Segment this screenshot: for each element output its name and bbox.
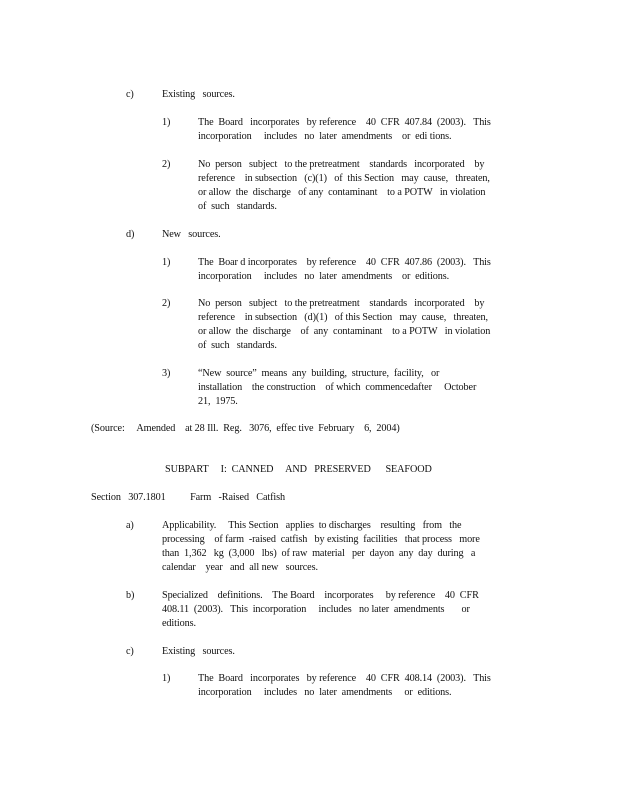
subitem-d3-line-2: installation the construction of which commencedafter October [198,382,477,393]
item-heading-existing-sources-second: Existing sources. [162,646,235,657]
subpart-heading: SUBPART I: CANNED AND PRESERVED SEAFOOD [165,464,432,475]
subitem-number-d2: 2) [162,298,171,309]
applicability-line-2: processing of farm -raised catfish by existing facilities that process more [162,534,480,545]
definitions-line-3: editions. [162,618,196,629]
item-heading-existing-sources: Existing sources. [162,89,235,100]
subitem-d1-line-2: incorporation includes no later amendments or editions. [198,271,450,282]
applicability-line-3: than 1,362 kg (3,000 lbs) of raw material per dayon any day during a [162,548,476,559]
subitem-sc1-line-2: incorporation includes no later amendments or editions. [198,687,452,698]
subitem-d1-line-1: The Boar d incorporates by reference 40 CFR 407.86 (2003). This [198,257,491,268]
subitem-c1-line-2: incorporation includes no later amendments or edi tions. [198,131,452,142]
subitem-c2-line-4: of such standards. [198,201,277,212]
item-label-c-second: c) [126,646,134,657]
subitem-d3-line-3: 21, 1975. [198,396,238,407]
subitem-c2-line-2: reference in subsection (c)(1) of this Section may cause, threaten, [198,173,490,184]
definitions-line-2: 408.11 (2003). This incorporation includes no later amendments or [162,604,470,615]
subitem-sc1-line-1: The Board incorporates by reference 40 CFR 408.14 (2003). This [198,673,491,684]
subitem-c2-line-1: No person subject to the pretreatment standards incorporated by [198,159,485,170]
subitem-number-c2: 2) [162,159,171,170]
applicability-line-1: Applicability. This Section applies to discharges resulting from the [162,520,462,531]
subitem-c2-line-3: or allow the discharge of any contaminant to a POTW in violation [198,187,486,198]
subitem-d2-line-2: reference in subsection (d)(1) of this Section may cause, threaten, [198,312,488,323]
subitem-d2-line-1: No person subject to the pretreatment standards incorporated by [198,298,485,309]
applicability-line-4: calendar year and all new sources. [162,562,318,573]
section-heading: Section 307.1801 Farm -Raised Catfish [91,492,286,503]
item-heading-new-sources: New sources. [162,229,221,240]
item-label-d: d) [126,229,135,240]
subitem-d3-line-1: “New source” means any building, structure, facility, or [198,368,440,379]
item-label-a: a) [126,520,134,531]
subitem-number-d1: 1) [162,257,171,268]
item-label-c: c) [126,89,134,100]
source-note: (Source: Amended at 28 Ill. Reg. 3076, effec tive February 6, 2004) [91,423,400,434]
item-label-b: b) [126,590,135,601]
subitem-d2-line-4: of such standards. [198,340,277,351]
subitem-number-d3: 3) [162,368,171,379]
subitem-number-sc1: 1) [162,673,171,684]
definitions-line-1: Specialized definitions. The Board incorporates by reference 40 CFR [162,590,479,601]
subitem-d2-line-3: or allow the discharge of any contaminant to a POTW in violation [198,326,491,337]
subitem-number-c1: 1) [162,117,171,128]
subitem-c1-line-1: The Board incorporates by reference 40 CFR 407.84 (2003). This [198,117,491,128]
